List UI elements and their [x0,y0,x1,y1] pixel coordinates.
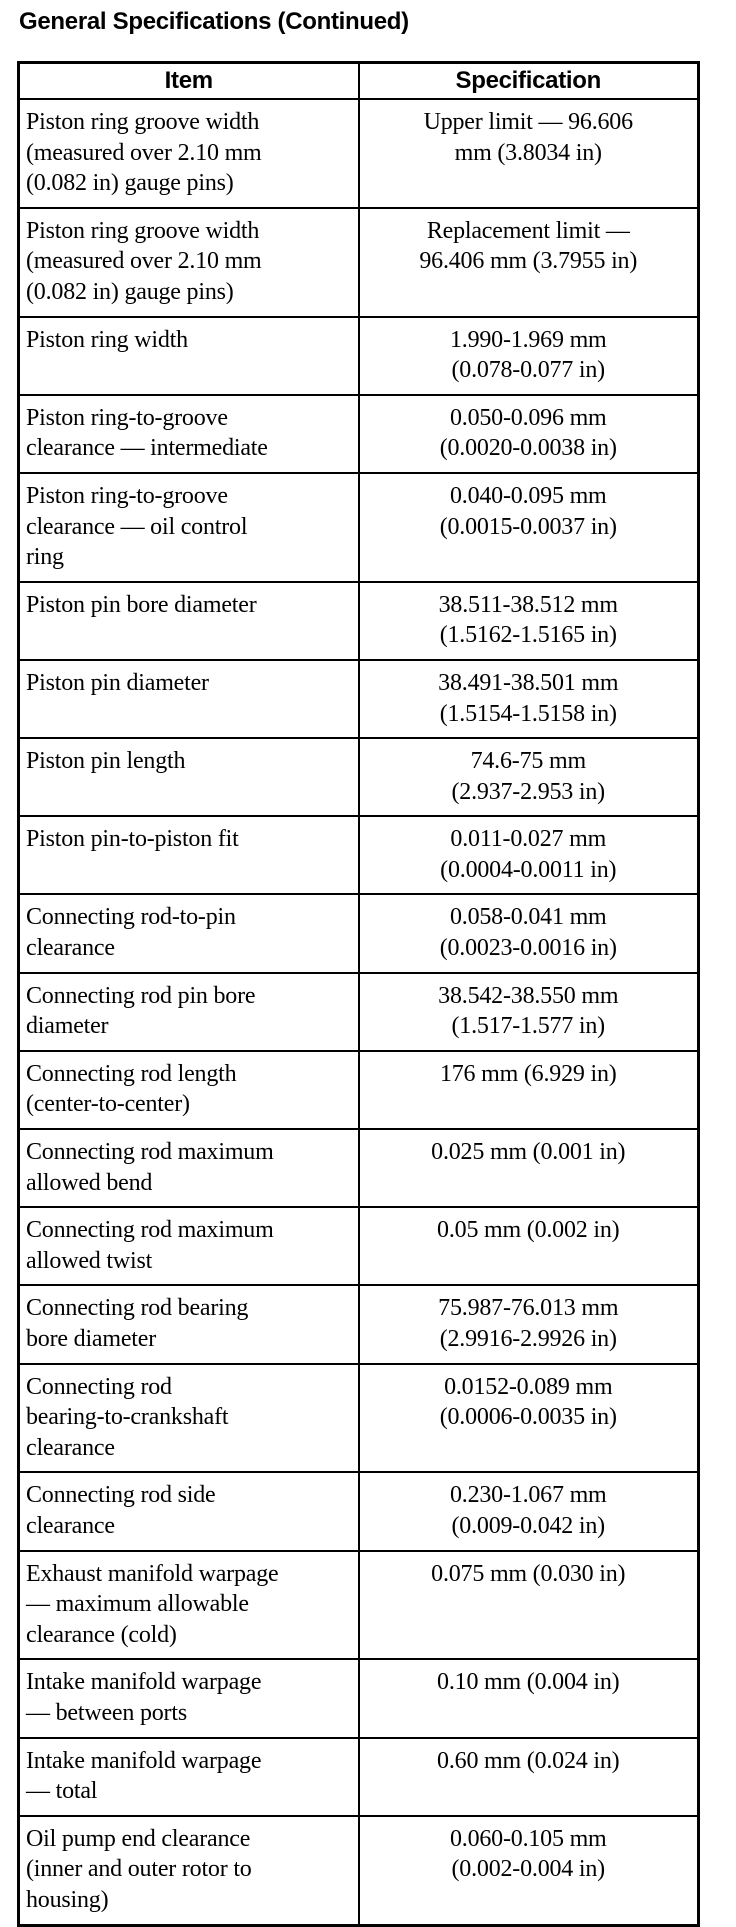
table-row [19,973,699,1051]
table-row [19,1551,699,1660]
table-row [19,894,699,972]
table-row [19,1051,699,1129]
specification-cell: 0.075 mm (0.030 in) [359,1551,699,1660]
table-row [19,816,699,894]
table-row [19,582,699,660]
item-cell: Exhaust manifold warpage — maximum allowable clearance (cold) [19,1551,359,1660]
specification-cell: 0.060-0.105 mm (0.002-0.004 in) [359,1816,699,1925]
item-cell: Connecting rod bearing bore diameter [19,1285,359,1363]
table-row [19,473,699,582]
item-cell: Connecting rod bearing-to-crankshaft clearance [19,1364,359,1473]
specification-cell: 38.511-38.512 mm (1.5162-1.5165 in) [359,582,699,660]
item-cell: Oil pump end clearance (inner and outer rotor to housing) [19,1816,359,1925]
table-row [19,1285,699,1363]
specification-cell: 0.058-0.041 mm (0.0023-0.0016 in) [359,894,699,972]
table-row [19,1364,699,1473]
specifications-table [17,61,700,1927]
specification-cell: Upper limit — 96.606 mm (3.8034 in) [359,99,699,208]
item-cell: Piston pin bore diameter [19,582,359,660]
table-header-row [19,63,699,100]
specification-cell: 1.990-1.969 mm (0.078-0.077 in) [359,317,699,395]
table-row [19,1129,699,1207]
specification-cell: Replacement limit — 96.406 mm (3.7955 in) [359,208,699,317]
specification-cell: 38.542-38.550 mm (1.517-1.577 in) [359,973,699,1051]
specification-cell: 176 mm (6.929 in) [359,1051,699,1129]
table-body [19,99,699,1925]
specification-cell: 74.6-75 mm (2.937-2.953 in) [359,738,699,816]
specification-cell: 0.050-0.096 mm (0.0020-0.0038 in) [359,395,699,473]
table-row [19,1738,699,1816]
item-cell: Intake manifold warpage — total [19,1738,359,1816]
page-title: General Specifications (Continued) [19,8,409,35]
table-row [19,208,699,317]
table-row [19,1659,699,1737]
table-row [19,317,699,395]
specification-cell: 0.025 mm (0.001 in) [359,1129,699,1207]
item-cell: Piston pin diameter [19,660,359,738]
item-cell: Intake manifold warpage — between ports [19,1659,359,1737]
specification-cell: 0.10 mm (0.004 in) [359,1659,699,1737]
item-cell: Connecting rod maximum allowed twist [19,1207,359,1285]
item-cell: Connecting rod maximum allowed bend [19,1129,359,1207]
table-row [19,660,699,738]
item-cell: Piston ring width [19,317,359,395]
table-row [19,1816,699,1925]
table-row [19,99,699,208]
specification-cell: 0.60 mm (0.024 in) [359,1738,699,1816]
table-row [19,738,699,816]
item-cell: Piston ring-to-groove clearance — intermediate [19,395,359,473]
item-cell: Connecting rod length (center-to-center) [19,1051,359,1129]
column-header-item: Item [19,63,359,100]
specification-cell: 0.05 mm (0.002 in) [359,1207,699,1285]
item-cell: Piston pin-to-piston fit [19,816,359,894]
specification-cell: 0.0152-0.089 mm (0.0006-0.0035 in) [359,1364,699,1473]
specification-cell: 38.491-38.501 mm (1.5154-1.5158 in) [359,660,699,738]
item-cell: Connecting rod side clearance [19,1472,359,1550]
item-cell: Connecting rod pin bore diameter [19,973,359,1051]
item-cell: Piston ring groove width (measured over 2.10 mm (0.082 in) gauge pins) [19,99,359,208]
specification-cell: 75.987-76.013 mm (2.9916-2.9926 in) [359,1285,699,1363]
item-cell: Piston ring-to-groove clearance — oil control ring [19,473,359,582]
table-row [19,1472,699,1550]
table-row [19,1207,699,1285]
specification-cell: 0.011-0.027 mm (0.0004-0.0011 in) [359,816,699,894]
column-header-specification: Specification [359,63,699,100]
table-row [19,395,699,473]
item-cell: Piston pin length [19,738,359,816]
specification-cell: 0.040-0.095 mm (0.0015-0.0037 in) [359,473,699,582]
specification-cell: 0.230-1.067 mm (0.009-0.042 in) [359,1472,699,1550]
item-cell: Piston ring groove width (measured over 2.10 mm (0.082 in) gauge pins) [19,208,359,317]
item-cell: Connecting rod-to-pin clearance [19,894,359,972]
